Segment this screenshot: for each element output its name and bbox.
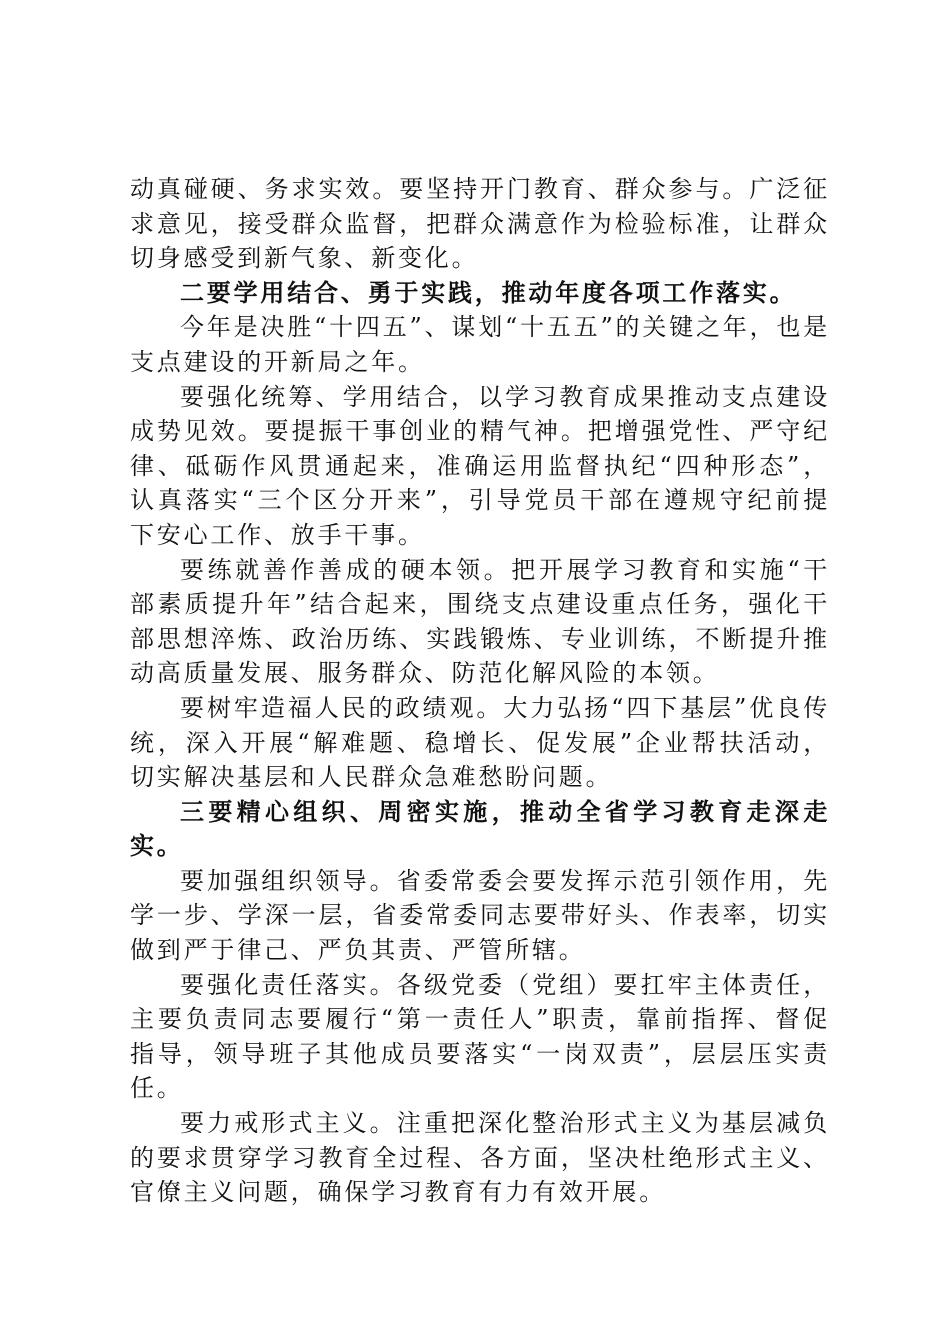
body-paragraph: 要练就善作善成的硬本领。把开展学习教育和实施“干部素质提升年”结合起来，围绕支点建设重点任务，强化干部思想淬炼、政治历练、实践锻炼、专业训练，不断提升推动高质量发展、服务群众、防范化解风险的本领。	[130, 555, 830, 688]
section-heading-3: 三要精心组织、周密实施，推动全省学习教育走深走实。	[130, 796, 830, 861]
body-paragraph: 要树牢造福人民的政绩观。大力弘扬“四下基层”优良传统，深入开展“解难题、稳增长、促发展”企业帮扶活动，切实解决基层和人民群众急难愁盼问题。	[130, 693, 830, 792]
body-paragraph-continued: 动真碰硬、务求实效。要坚持开门教育、群众参与。广泛征求意见，接受群众监督，把群众满意作为检验标准，让群众切身感受到新气象、新变化。	[130, 175, 830, 273]
document-page	[130, 172, 830, 1210]
body-paragraph: 要力戒形式主义。注重把深化整治形式主义为基层减负的要求贯穿学习教育全过程、各方面，坚决杜绝形式主义、官僚主义问题，确保学习教育有力有效开展。	[130, 1109, 830, 1207]
body-paragraph: 今年是决胜“十四五”、谋划“十五五”的关键之年，也是支点建设的开新局之年。	[130, 313, 830, 376]
body-paragraph: 要强化责任落实。各级党委（党组）要扛牢主体责任，主要负责同志要履行“第一责任人”职责，靠前指挥、督促指导，领导班子其他成员要落实“一岗双责”，层层压实责任。	[130, 970, 830, 1103]
body-paragraph: 要强化统筹、学用结合，以学习教育成果推动支点建设成势见效。要提振干事创业的精气神。把增强党性、严守纪律、砥砺作风贯通起来，准确运用监督执纪“四种形态”，认真落实“三个区分开来”，引导党员干部在遵规守纪前提下安心工作、放手干事。	[130, 382, 830, 549]
body-paragraph: 要加强组织领导。省委常委会要发挥示范引领作用，先学一步、学深一层，省委常委同志要带好头、作表率，切实做到严于律己、严负其责、严管所辖。	[130, 866, 830, 965]
section-heading-2: 二要学用结合、勇于实践，推动年度各项工作落实。	[180, 277, 797, 307]
